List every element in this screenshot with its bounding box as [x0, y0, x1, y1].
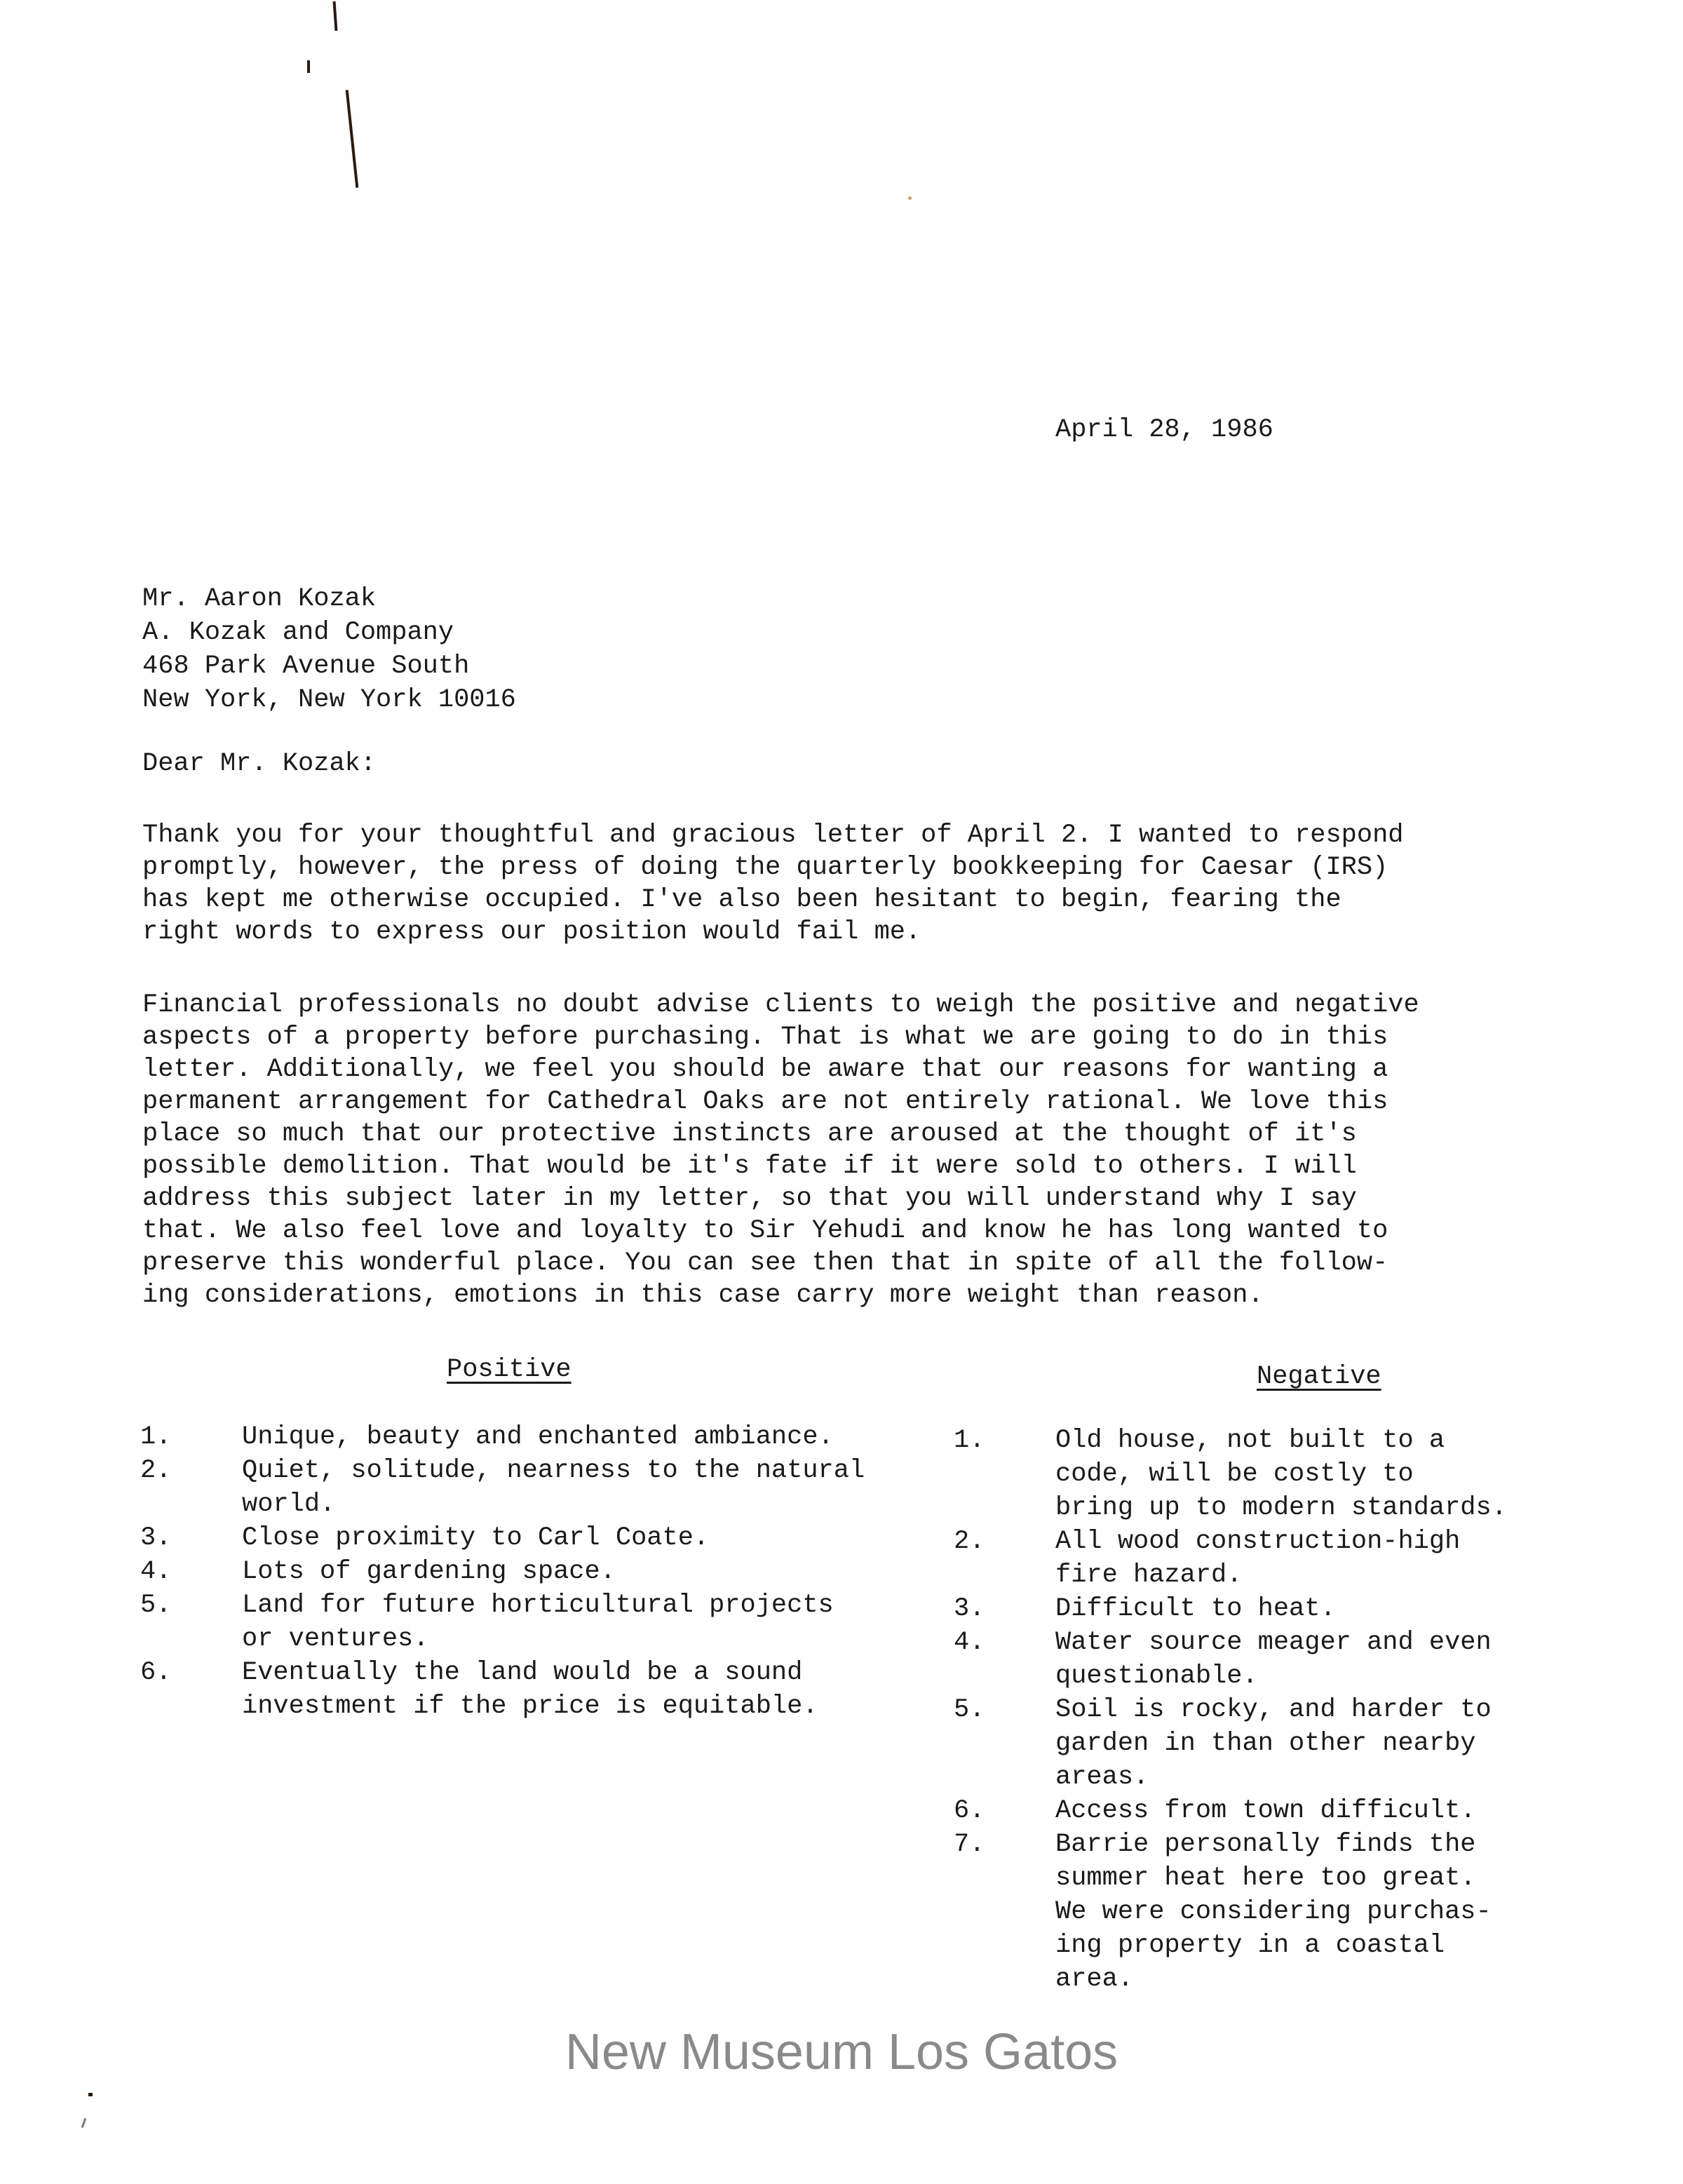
list-item-text: ing property in a coastal [1055, 1931, 1445, 1960]
paragraph-line: Financial professionals no doubt advise clients to weigh the positive and negative [142, 990, 1419, 1020]
paragraph-line: preserve this wonderful place. You can see then that in spite of all the follow- [142, 1248, 1388, 1278]
list-item [954, 1828, 1557, 1996]
list-item-text: Soil is rocky, and harder to [1055, 1695, 1492, 1725]
recipient-line: Mr. Aaron Kozak [142, 584, 377, 614]
paragraph-line: permanent arrangement for Cathedral Oaks are not entirely rational. We love this [142, 1087, 1388, 1117]
list-item [954, 1794, 1557, 1828]
list-item [140, 1420, 926, 1454]
list-item-text: Old house, not built to a [1055, 1426, 1445, 1455]
list-item-number: 2. [954, 1527, 985, 1556]
list-item [954, 1424, 1557, 1525]
list-item-number: 3. [954, 1594, 985, 1624]
paragraph-line: place so much that our protective instincts are aroused at the thought of it's [142, 1119, 1357, 1149]
list-item-number: 1. [954, 1426, 985, 1455]
ink-mark [333, 1, 338, 31]
recipient-line: New York, New York 10016 [142, 685, 516, 715]
list-item-number: 6. [140, 1658, 172, 1687]
list-item [140, 1555, 926, 1589]
list-item [954, 1693, 1557, 1794]
museum-watermark: New Museum Los Gatos [565, 2024, 1118, 2080]
positive-list [140, 1420, 926, 1723]
list-item [954, 1525, 1557, 1592]
list-item-text: world. [242, 1490, 336, 1519]
list-item [954, 1626, 1557, 1693]
list-item-text: code, will be costly to [1055, 1460, 1414, 1489]
list-item-text: or ventures. [242, 1624, 429, 1654]
paragraph-2 [142, 989, 1552, 1312]
paragraph-line: that. We also feel love and loyalty to Sir Yehudi and know he has long wanted to [142, 1216, 1388, 1246]
list-item [140, 1454, 926, 1521]
list-item [140, 1521, 926, 1555]
list-item-text: area. [1055, 1964, 1134, 1994]
list-item-text: areas. [1055, 1762, 1149, 1792]
list-item-number: 6. [954, 1796, 985, 1826]
list-item-text: investment if the price is equitable. [242, 1692, 818, 1721]
list-item-text: Difficult to heat. [1055, 1594, 1336, 1624]
ink-mark [88, 2093, 93, 2096]
salutation: Dear Mr. Kozak: [142, 749, 377, 778]
list-item-text: Land for future horticultural projects [242, 1591, 834, 1620]
list-item-text: bring up to modern standards. [1055, 1493, 1507, 1523]
ink-mark [307, 60, 310, 73]
ink-mark [346, 90, 359, 188]
list-item-text: Lots of gardening space. [242, 1557, 616, 1586]
list-item-text: Barrie personally finds the [1055, 1830, 1476, 1859]
list-item-text: Water source meager and even [1055, 1628, 1492, 1657]
list-item-number: 1. [140, 1422, 172, 1452]
paragraph-line: right words to express our position would fail me. [142, 917, 921, 947]
list-item-text: fire hazard. [1055, 1561, 1243, 1590]
paragraph-line: aspects of a property before purchasing. That is what we are going to do in this [142, 1023, 1388, 1052]
negative-heading: Negative [1257, 1362, 1381, 1391]
list-item-text: summer heat here too great. [1055, 1863, 1476, 1893]
negative-list [954, 1424, 1557, 1996]
paragraph-1 [142, 819, 1552, 948]
list-item-text: Quiet, solitude, nearness to the natural [242, 1456, 865, 1485]
paragraph-line: promptly, however, the press of doing the quarterly bookkeeping for Caesar (IRS) [142, 853, 1388, 882]
list-item-text: Close proximity to Carl Coate. [242, 1523, 710, 1553]
recipient-line: A. Kozak and Company [142, 618, 454, 647]
recipient-address [142, 582, 516, 717]
list-item-text: All wood construction-high [1055, 1527, 1461, 1556]
paragraph-line: ing considerations, emotions in this case carry more weight than reason. [142, 1281, 1264, 1310]
ink-dot [908, 196, 912, 200]
list-item [140, 1656, 926, 1723]
letter-date: April 28, 1986 [1055, 415, 1273, 445]
positive-heading: Positive [447, 1355, 572, 1384]
paragraph-line: address this subject later in my letter, so that you will understand why I say [142, 1184, 1357, 1213]
paragraph-line: possible demolition. That would be it's fate if it were sold to others. I will [142, 1152, 1357, 1181]
list-item-number: 4. [140, 1557, 172, 1586]
paragraph-line: letter. Additionally, we feel you should be aware that our reasons for wanting a [142, 1055, 1388, 1084]
list-item-number: 5. [954, 1695, 985, 1725]
list-item-text: Unique, beauty and enchanted ambiance. [242, 1422, 834, 1452]
paragraph-line: Thank you for your thoughtful and gracious letter of April 2. I wanted to respond [142, 821, 1404, 850]
list-item-text: questionable. [1055, 1661, 1258, 1691]
list-item-number: 3. [140, 1523, 172, 1553]
list-item-number: 5. [140, 1591, 172, 1620]
list-item-text: Access from town difficult. [1055, 1796, 1476, 1826]
list-item-number: 2. [140, 1456, 172, 1485]
list-item-text: We were considering purchas- [1055, 1897, 1492, 1927]
list-item [140, 1589, 926, 1656]
paragraph-line: has kept me otherwise occupied. I've also been hesitant to begin, fearing the [142, 885, 1341, 915]
list-item-text: Eventually the land would be a sound [242, 1658, 803, 1687]
ink-mark [81, 2118, 87, 2128]
recipient-line: 468 Park Avenue South [142, 652, 470, 681]
list-item [954, 1592, 1557, 1626]
list-item-number: 7. [954, 1830, 985, 1859]
list-item-text: garden in than other nearby [1055, 1729, 1476, 1758]
list-item-number: 4. [954, 1628, 985, 1657]
